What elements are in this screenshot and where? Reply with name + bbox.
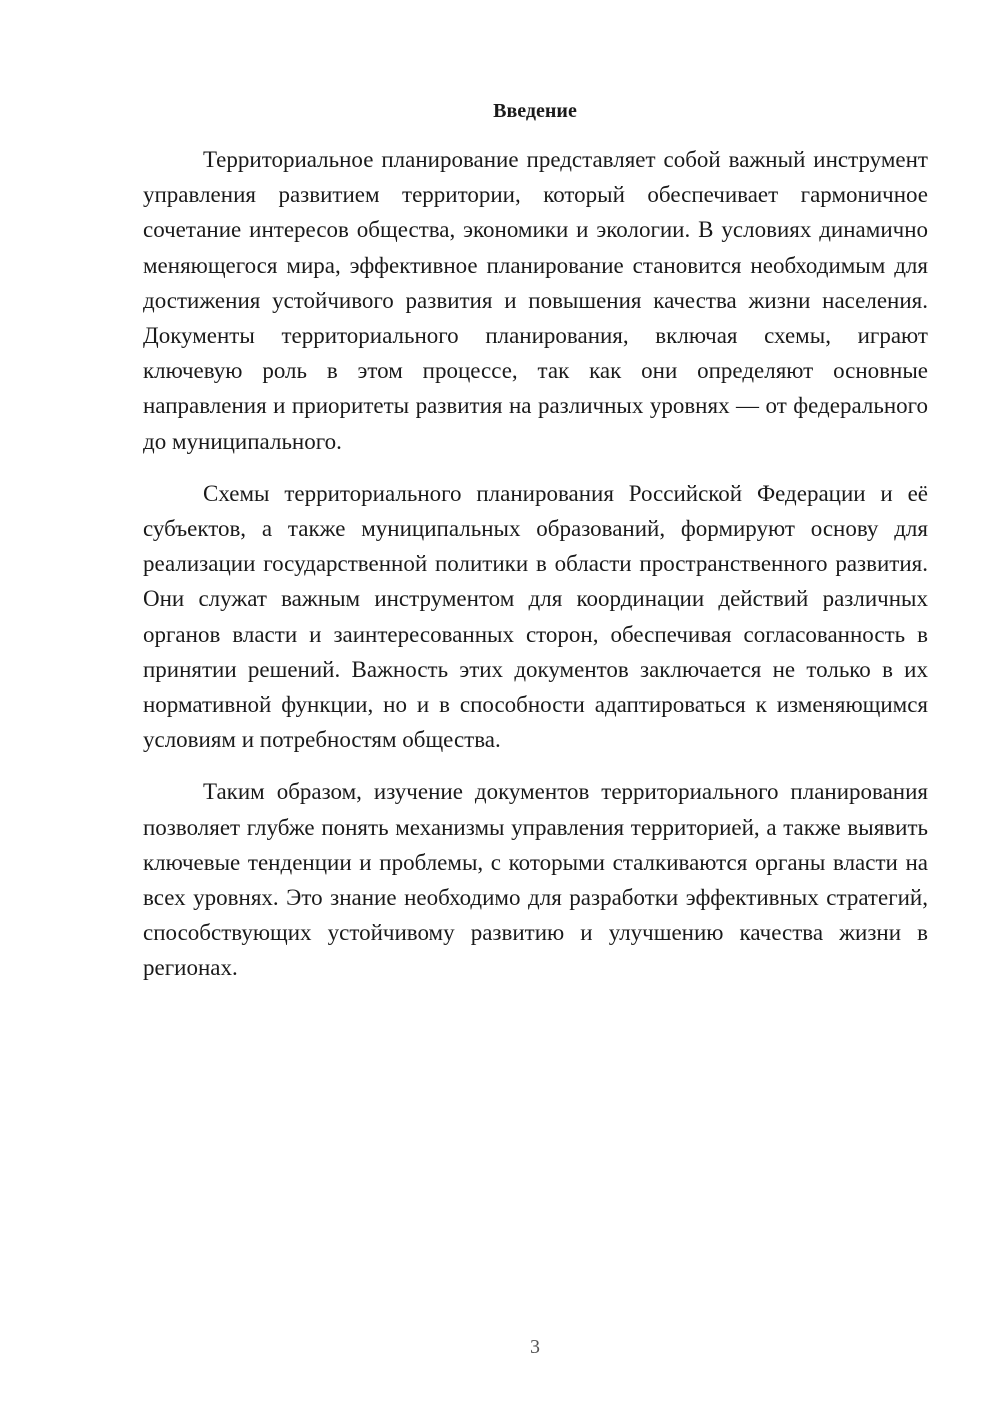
- body-text: [143, 142, 928, 1003]
- page-number: 3: [530, 1336, 540, 1358]
- paragraph-2: Схемы территориального планирования Российской Федерации и её субъектов, а также муниципальных образований, формируют основу для реализации государственной политики в области пространственного развития. Они служат важным инструментом для координации действий различных органов власти и заинтересованных сторон, обеспечивая согласованность в принятии решений. Важность этих документов заключается не только в их нормативной функции, но и в способности адаптироваться к изменяющимся условиям и потребностям общества.: [143, 480, 928, 753]
- section-heading: Введение: [493, 100, 577, 122]
- paragraph-1: Территориальное планирование представляет собой важный инструмент управления развитием территории, который обеспечивает гармоничное сочетание интересов общества, экономики и экологии. В условиях динамично меняющегося мира, эффективное планирование становится необходимым для достижения устойчивого развития и повышения качества жизни населения. Документы территориального планирования, включая схемы, играют ключевую роль в этом процессе, так как они определяют основные направления и приоритеты развития на различных уровнях — от федерального до муниципального.: [143, 147, 928, 454]
- paragraph-3: Таким образом, изучение документов территориального планирования позволяет глубже понять механизмы управления территорией, а также выявить ключевые тенденции и проблемы, с которыми сталкиваются органы власти на всех уровнях. Это знание необходимо для разработки эффективных стратегий, способствующих устойчивому развитию и улучшению качества жизни в регионах.: [143, 779, 928, 981]
